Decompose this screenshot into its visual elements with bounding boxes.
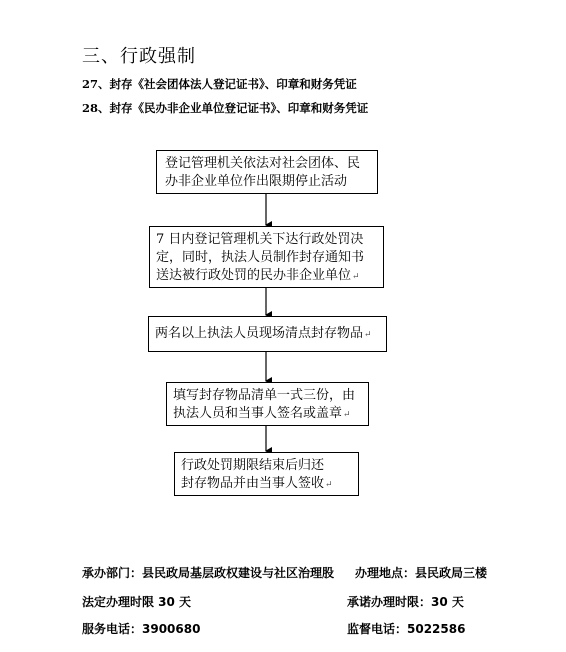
flow-step-2-text: 7 日内登记管理机关下达行政处罚决 定，同时，执法人员制作封存通知书 送达被行政处罚的民办非企业单位↵ bbox=[156, 232, 365, 283]
footer-promise-time-limit: 承诺办理时限：30 天 bbox=[347, 595, 464, 609]
footer-legal-time-limit: 法定办理时限 30 天 bbox=[82, 595, 192, 609]
footer-service-phone: 服务电话：3900680 bbox=[82, 622, 201, 636]
footer-supervise-phone: 监督电话：5022586 bbox=[347, 622, 466, 636]
footer-department: 承办部门：县民政局基层政权建设与社区治理股 bbox=[82, 566, 335, 580]
flow-step-1 bbox=[156, 150, 378, 194]
flow-step-5-text: 行政处罚期限结束后归还 封存物品并由当事人签收↵ bbox=[181, 458, 333, 491]
footer-location: 办理地点：县民政局三楼 bbox=[355, 566, 488, 580]
return-mark-icon: ↵ bbox=[364, 330, 372, 340]
flow-step-5 bbox=[174, 452, 359, 496]
flow-step-1-text: 登记管理机关依法对社会团体、民 办非企业单位作出限期停止活动 bbox=[165, 156, 361, 189]
section-title: 三、行政强制 bbox=[82, 46, 196, 67]
return-mark-icon: ↵ bbox=[352, 272, 360, 282]
item-28: 28、封存《民办非企业单位登记证书》、印章和财务凭证 bbox=[82, 101, 369, 115]
return-mark-icon: ↵ bbox=[325, 480, 333, 490]
flow-step-3 bbox=[148, 316, 387, 352]
return-mark-icon: ↵ bbox=[343, 410, 351, 420]
flow-step-4-text: 填写封存物品清单一式三份，由 执法人员和当事人签名或盖章↵ bbox=[173, 388, 356, 421]
flow-step-2 bbox=[149, 226, 384, 288]
flow-step-4 bbox=[166, 382, 369, 426]
item-27: 27、封存《社会团体法人登记证书》、印章和财务凭证 bbox=[82, 77, 357, 91]
flow-step-3-text: 两名以上执法人员现场清点封存物品↵ bbox=[155, 326, 372, 341]
